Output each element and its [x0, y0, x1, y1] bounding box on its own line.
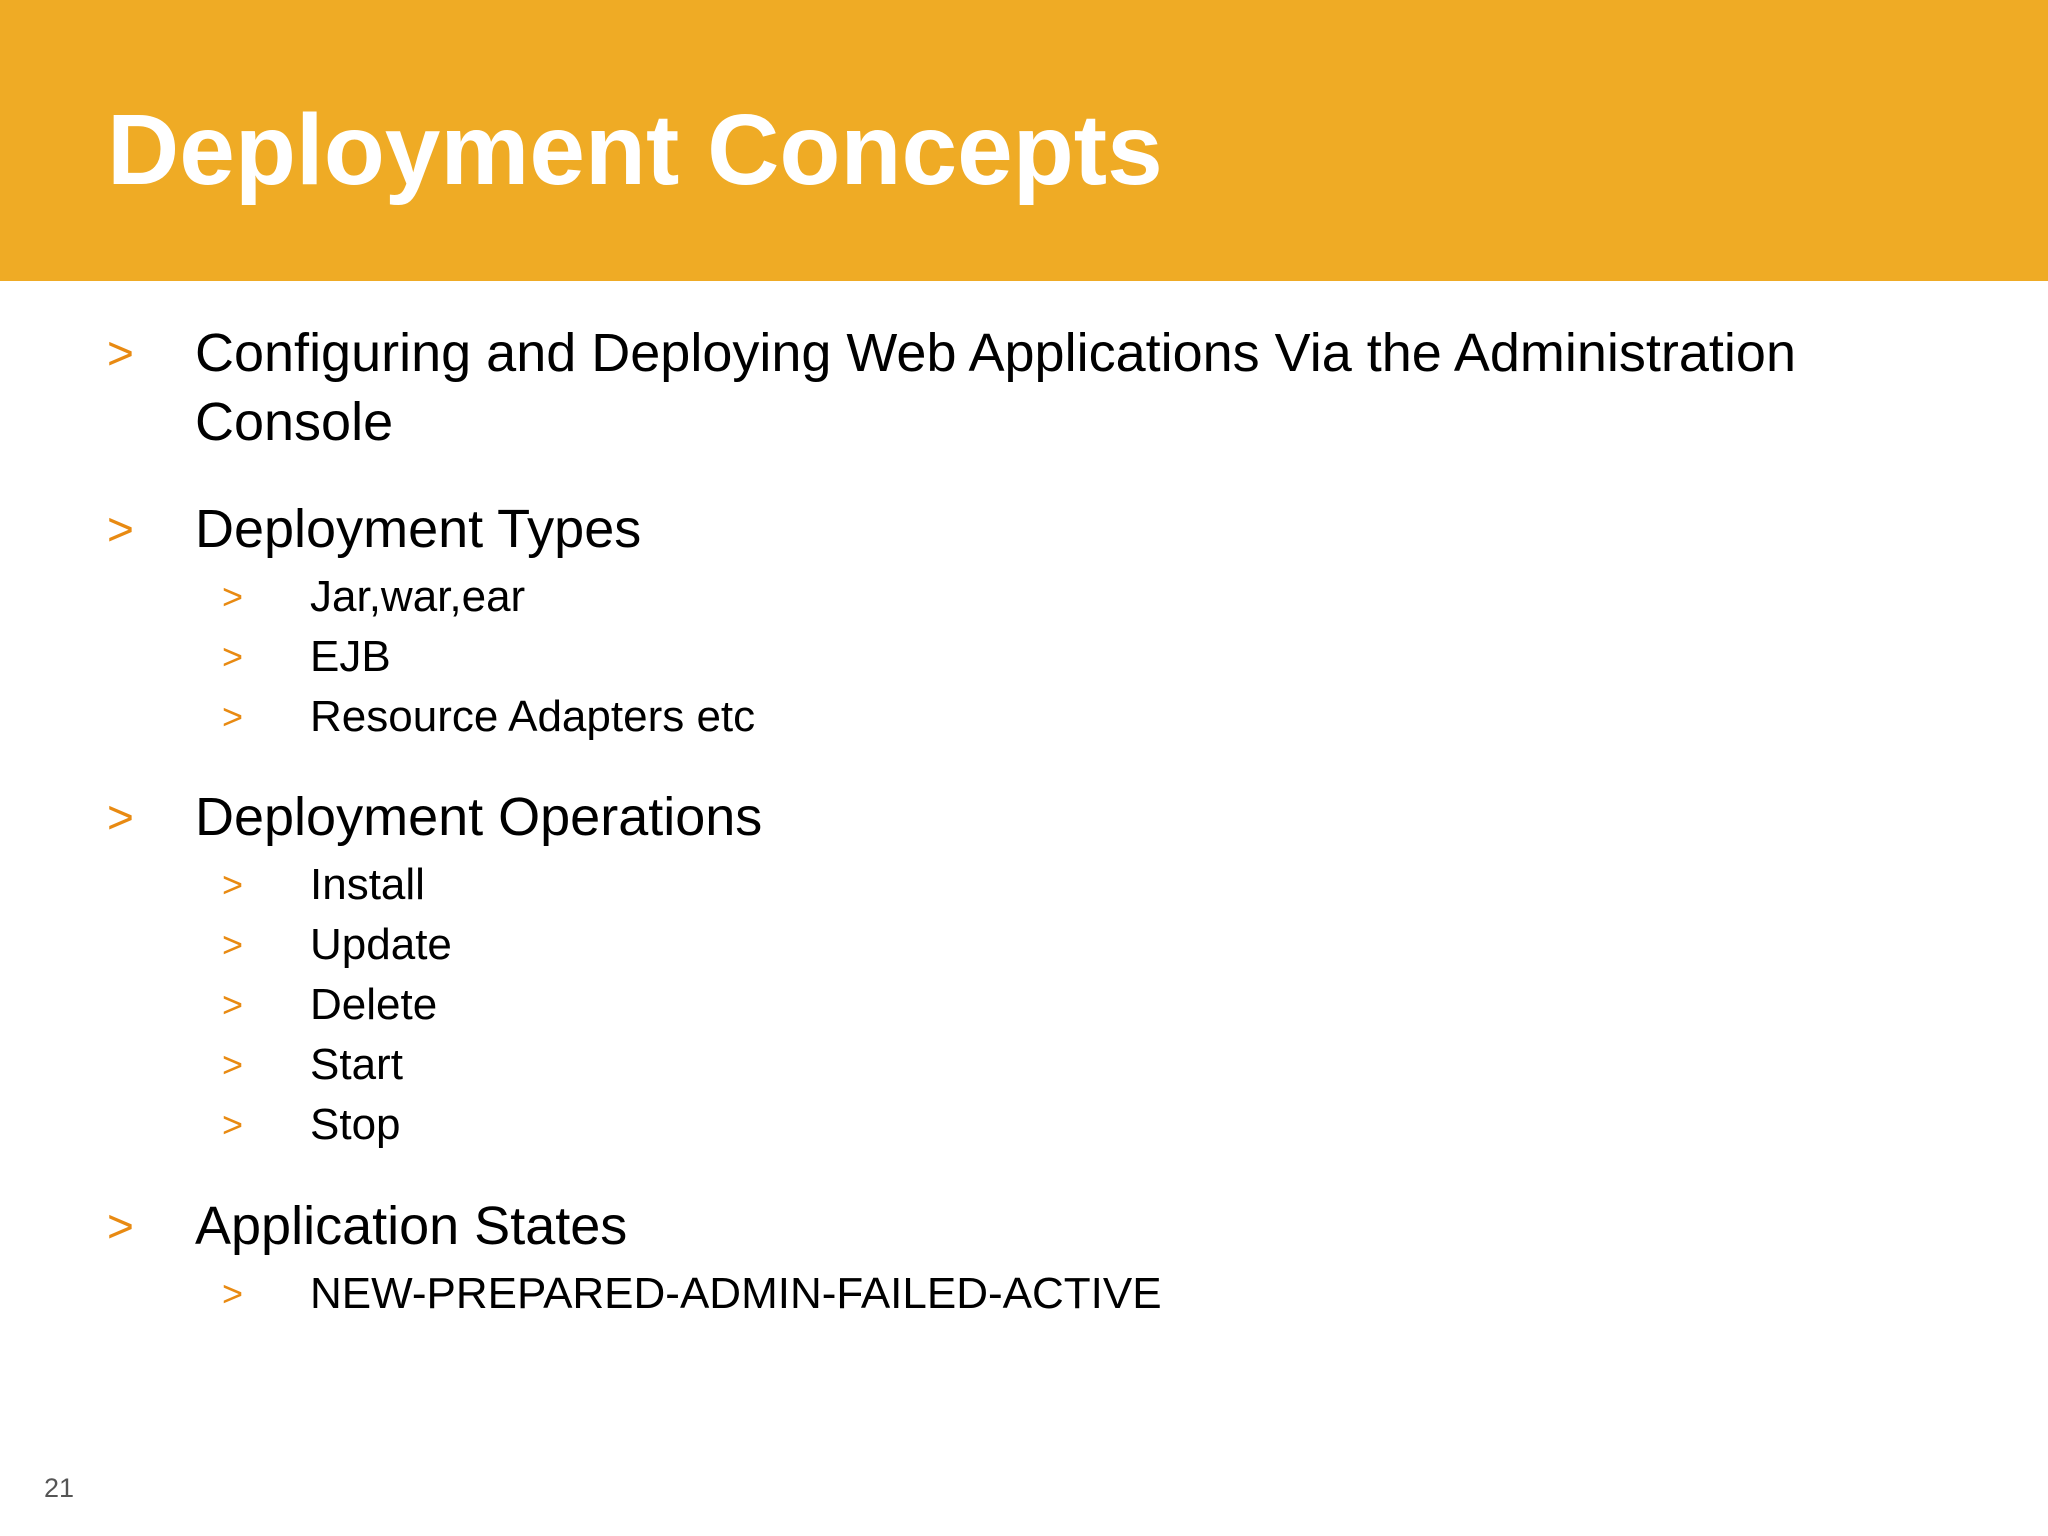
sub-bullet-chevron-icon: >: [222, 984, 244, 1025]
sub-bullet-chevron-icon: >: [222, 696, 244, 737]
bullet-chevron-icon: >: [107, 503, 134, 555]
sub-bullet-text: Delete: [310, 980, 438, 1029]
sub-bullet-text: Update: [310, 920, 452, 969]
bullet-text: Application States: [195, 1196, 628, 1256]
bullet-text: Deployment Operations: [195, 787, 763, 847]
bullet-chevron-icon: >: [107, 327, 134, 379]
sub-bullet-text: Start: [310, 1040, 403, 1089]
bullet-text: Deployment Types: [195, 499, 642, 559]
bullet-chevron-icon: >: [107, 791, 134, 843]
sub-bullet-chevron-icon: >: [222, 636, 244, 677]
sub-bullet-text: Stop: [310, 1100, 401, 1149]
sub-bullet-text: Install: [310, 860, 425, 909]
sub-bullet-chevron-icon: >: [222, 1104, 244, 1145]
sub-bullet-chevron-icon: >: [222, 864, 244, 905]
slide-title: Deployment Concepts: [107, 94, 1163, 206]
sub-bullet-text: Resource Adapters etc: [310, 692, 756, 741]
sub-bullet-text: Jar,war,ear: [310, 572, 526, 621]
page-number: 21: [44, 1473, 75, 1503]
bullet-chevron-icon: >: [107, 1200, 134, 1252]
bullet-text: Configuring and Deploying Web Applications Via the Administration: [195, 323, 1796, 383]
sub-bullet-chevron-icon: >: [222, 576, 244, 617]
sub-bullet-chevron-icon: >: [222, 924, 244, 965]
sub-bullet-chevron-icon: >: [222, 1044, 244, 1085]
sub-bullet-text: NEW-PREPARED-ADMIN-FAILED-ACTIVE: [310, 1269, 1162, 1318]
sub-bullet-text: EJB: [310, 632, 391, 681]
bullet-text-continued: Console: [195, 392, 394, 452]
sub-bullet-chevron-icon: >: [222, 1273, 244, 1314]
